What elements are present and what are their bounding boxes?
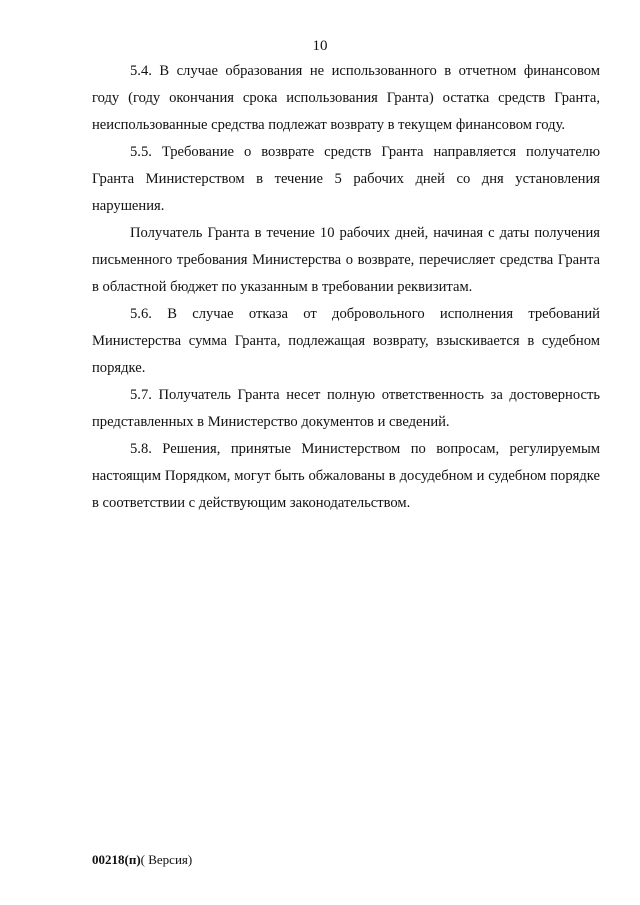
page-number: 10 <box>312 38 328 54</box>
paragraph-5-4: 5.4. В случае образования не использованного в отчетном финансовом году (году окончания срока использования Гранта) остатка средств Гранта, неиспользованные средства подлежат возврату в текущем финансовом году. <box>92 63 600 133</box>
paragraph-5-7: 5.7. Получатель Гранта несет полную ответственность за достоверность представленных в Министерство документов и сведений. <box>92 387 600 430</box>
document-code: 00218(п) <box>92 852 141 867</box>
document-footer <box>92 852 192 868</box>
paragraph-return-procedure: Получатель Гранта в течение 10 рабочих дней, начиная с даты получения письменного требования Министерства о возврате, перечисляет средства Гранта в областной бюджет по указанным в требовании реквизитам. <box>92 225 600 295</box>
document-version: ( Версия) <box>140 852 193 867</box>
paragraph-5-5: 5.5. Требование о возврате средств Гранта направляется получателю Гранта Министерством в течение 5 рабочих дней со дня установления нарушения. <box>92 144 600 214</box>
paragraph-5-8: 5.8. Решения, принятые Министерством по вопросам, регулируемым настоящим Порядком, могут быть обжалованы в досудебном и судебном порядке в соответствии с действующим законодательством. <box>92 441 600 511</box>
paragraph-5-6: 5.6. В случае отказа от добровольного исполнения требований Министерства сумма Гранта, подлежащая возврату, взыскивается в судебном порядке. <box>92 306 600 376</box>
document-body <box>92 58 600 517</box>
